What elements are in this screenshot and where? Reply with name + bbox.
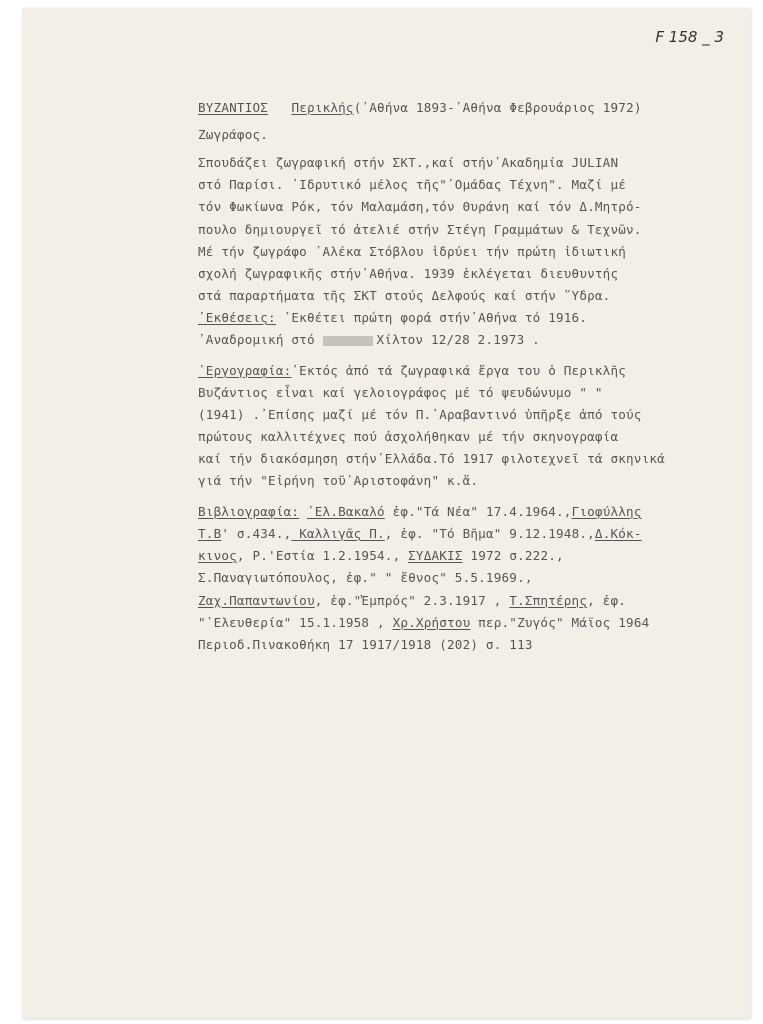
bio-line: Σπουδάζει ζωγραφική στήν ΣΚΤ.,καί στήν᾿Ακαδημία JULIAN [198, 155, 619, 170]
bibliography-line [198, 570, 533, 585]
bibliography-text: 1972 σ.222., [462, 548, 564, 563]
bibliography-text: , ἐφ. "Τό Βῆμα" 9.12.1948., [384, 526, 595, 541]
bibliography-citation: Βιβλιογραφία: [198, 504, 300, 519]
bibliography-text: Περιοδ.Πινακοθήκη 17 1917/1918 (202) σ. 113 [198, 637, 533, 652]
bibliography-text: , ἐφ. [587, 593, 627, 608]
bibliography-text: περ."Ζυγός" Μάϊος 1964 [470, 615, 650, 630]
bibliography-text: ἐφ."Τά Νέα" 17.4.1964., [384, 504, 572, 519]
bibliography-text [299, 504, 307, 519]
bibliography-citation: ΣΥΔΑΚΙΣ [408, 548, 463, 563]
heading-surname: ΒΥΖΑΝΤΙΟΣ [198, 100, 269, 115]
profession: Ζωγράφος. [198, 127, 269, 142]
bio-line: στά παραρτήματα τῆς ΣΚΤ στούς Δελφούς καί στήν ῞Υδρα. [198, 288, 611, 303]
bibliography-citation: Γιοφύλλης [571, 504, 642, 519]
bibliography-citation: Χρ.Χρήστου [392, 615, 471, 630]
exhibitions-line-2 [198, 332, 540, 347]
bio-line: στό Παρίσι. ᾿Ιδρυτικό μέλος τῆς"᾿Ομάδας Τέχνη". Μαζί μέ [198, 177, 627, 192]
exhibitions-line [198, 310, 587, 325]
ergography-line: πρώτους καλλιτέχνες πού ἀσχολήθηκαν μέ τήν σκηνογραφία [198, 429, 619, 444]
bibliography-line [198, 637, 533, 652]
exhibitions-label: ᾿Εκθέσεις: [198, 310, 276, 325]
heading-line [198, 100, 642, 115]
ergography-line [198, 363, 626, 378]
bio-line: πουλο δημιουργεῖ τό ἀτελιέ στήν Στέγη Γραμμάτων & Τεχνῶν. [198, 222, 642, 237]
reference-number: F 158 _ 3 [655, 28, 724, 46]
bibliography-line [198, 504, 642, 519]
bibliography-line [198, 593, 626, 608]
exhibitions-text-3: Χίλτον 12/28 2.1973 . [376, 332, 540, 347]
ergography-label: ᾿Εργογραφία: [198, 363, 292, 378]
typed-text [196, 0, 716, 1024]
ergography-line: καί τήν διακόσμηση στήν᾿Ελλάδα.Τό 1917 φιλοτεχνεῖ τά σκηνικά [198, 451, 665, 466]
heading-dates: (᾿Αθήνα 1893-᾿Αθήνα Φεβρουάριος 1972) [353, 100, 642, 115]
bibliography-text: ' σ.434., [221, 526, 292, 541]
bibliography-line [198, 526, 642, 541]
bibliography-line [198, 548, 564, 563]
bibliography-text: "᾿Ελευθερία" 15.1.1958 , [198, 615, 393, 630]
exhibitions-text-2: ᾿Αναδρομική στό [198, 332, 323, 347]
bibliography-citation: κινος [198, 548, 237, 563]
ergography-text: ᾿Εκτός ἀπό τά ζωγραφικά ἔργα του ὁ Περικλῆς [291, 363, 627, 378]
bibliography-text: , ἐφ."Ἐμπρός" 2.3.1917 , [314, 593, 510, 608]
bibliography-citation: Τ.Σπητέρης [509, 593, 588, 608]
bibliography-line [198, 615, 649, 630]
ergography-line: γιά τήν "Εἰρήνη τοῦ᾿Αριστοφάνη" κ.ἄ. [198, 473, 479, 488]
bibliography-citation: Τ.Β [198, 526, 222, 541]
strikethrough-mark [323, 336, 373, 346]
ergography-line: (1941) .᾿Επίσης μαζί μέ τόν Π.᾿Αραβαντινό ὑπῆρξε ἀπό τούς [198, 407, 642, 422]
exhibitions-text: ᾿Εκθέτει πρώτη φορά στήν᾿Αθήνα τό 1916. [275, 310, 588, 325]
heading-firstname: Περικλής [291, 100, 354, 115]
bio-line: Μέ τήν ζωγράφο ᾿Αλέκα Στόβλου ἱδρύει τήν πρώτη ἰδιωτική [198, 244, 627, 259]
bibliography-text: , Ρ.'Εστία 1.2.1954., [236, 548, 409, 563]
bibliography-citation: Καλλιγᾶς Π. [291, 526, 385, 541]
bibliography-citation: Δ.Κόκ- [594, 526, 642, 541]
bibliography-citation: ᾿Ελ.Βακαλό [306, 504, 385, 519]
bibliography-citation: Ζαχ.Παπαντωνίου [198, 593, 315, 608]
bio-line: σχολή ζωγραφικῆς στήν᾿Αθήνα. 1939 ἐκλέγεται διευθυντής [198, 266, 619, 281]
bibliography-text: Σ.Παναγιωτόπουλος, ἐφ." " ἔθνος" 5.5.1969., [198, 570, 533, 585]
bio-line: τόν Φωκίωνα Ρόκ, τόν Μαλαμάση,τόν Θυράνη καί τόν Δ.Μητρό- [198, 199, 642, 214]
ergography-line: Βυζάντιος εἶναι καί γελοιογράφος μέ τό ψευδώνυμο " " [198, 385, 603, 400]
